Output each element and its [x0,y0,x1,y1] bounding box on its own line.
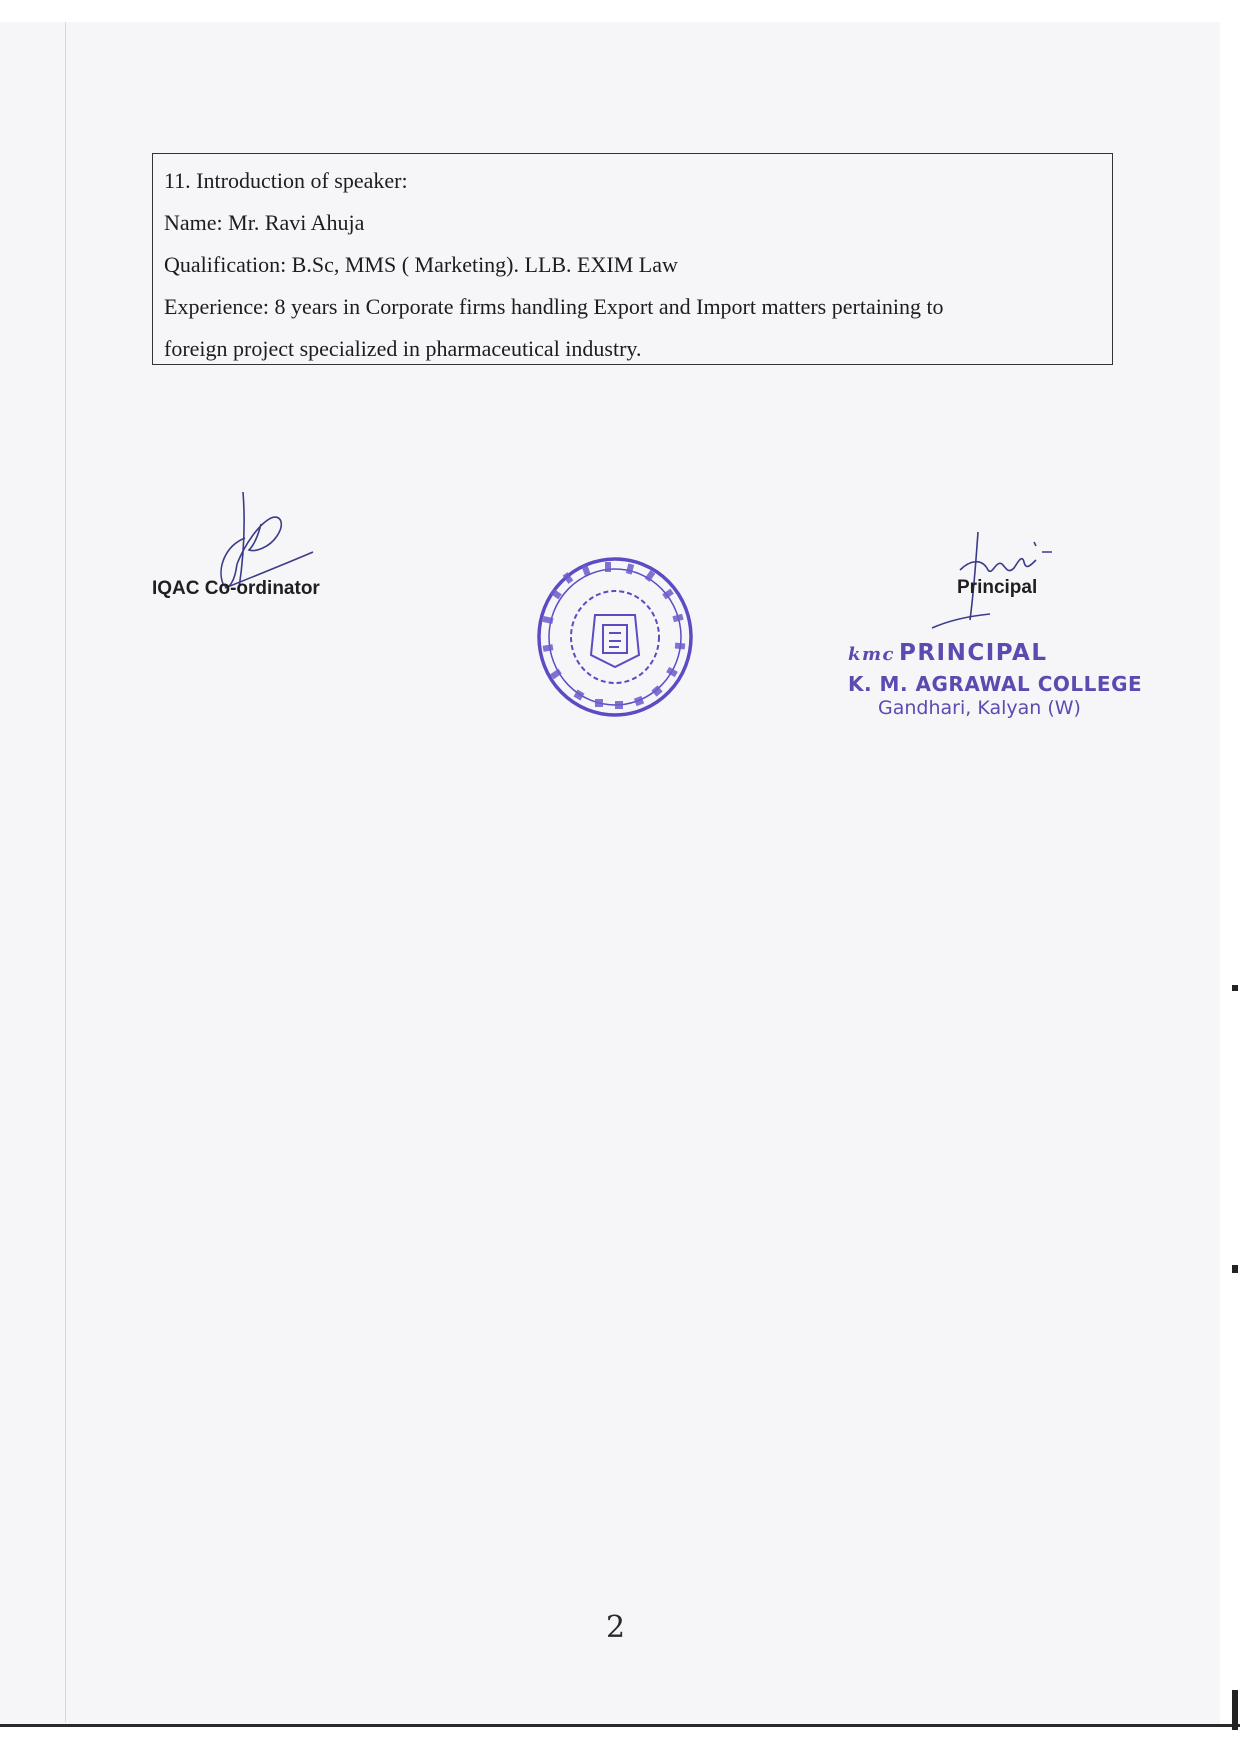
college-seal [535,555,695,720]
iqac-coordinator-label: IQAC Co-ordinator [152,578,320,599]
speaker-experience-line-2: foreign project specialized in pharmaceutical industry. [164,336,642,361]
principal-stamp [848,640,1143,719]
speaker-name: Name: Mr. Ravi Ahuja [164,210,365,235]
speaker-introduction-box [152,153,1113,365]
stamp-title-row [848,640,1108,670]
scan-edge-mark [1232,985,1238,991]
scan-right-margin [1220,0,1240,1755]
scan-top-margin [0,0,1240,22]
speaker-heading: 11. Introduction of speaker: [164,168,408,193]
stamp-college-name: K. M. AGRAWAL COLLEGE [848,672,1143,696]
page-number: 2 [606,1610,626,1645]
principal-label: Principal [957,577,1038,598]
scan-left-edge-line [65,22,66,1722]
speaker-qualification: Qualification: B.Sc, MMS ( Marketing). LLB. EXIM Law [164,252,678,277]
scan-edge-mark [1232,1265,1238,1273]
scan-edge-mark [1232,1690,1238,1730]
stamp-initials: kmc [848,644,895,665]
stamp-title: PRINCIPAL [898,640,1048,666]
stamp-college-location: Gandhari, Kalyan (W) [878,697,1081,719]
speaker-experience-line-1: Experience: 8 years in Corporate firms handling Export and Import matters pertaining to [164,294,944,319]
scan-bottom-margin [0,1727,1240,1755]
